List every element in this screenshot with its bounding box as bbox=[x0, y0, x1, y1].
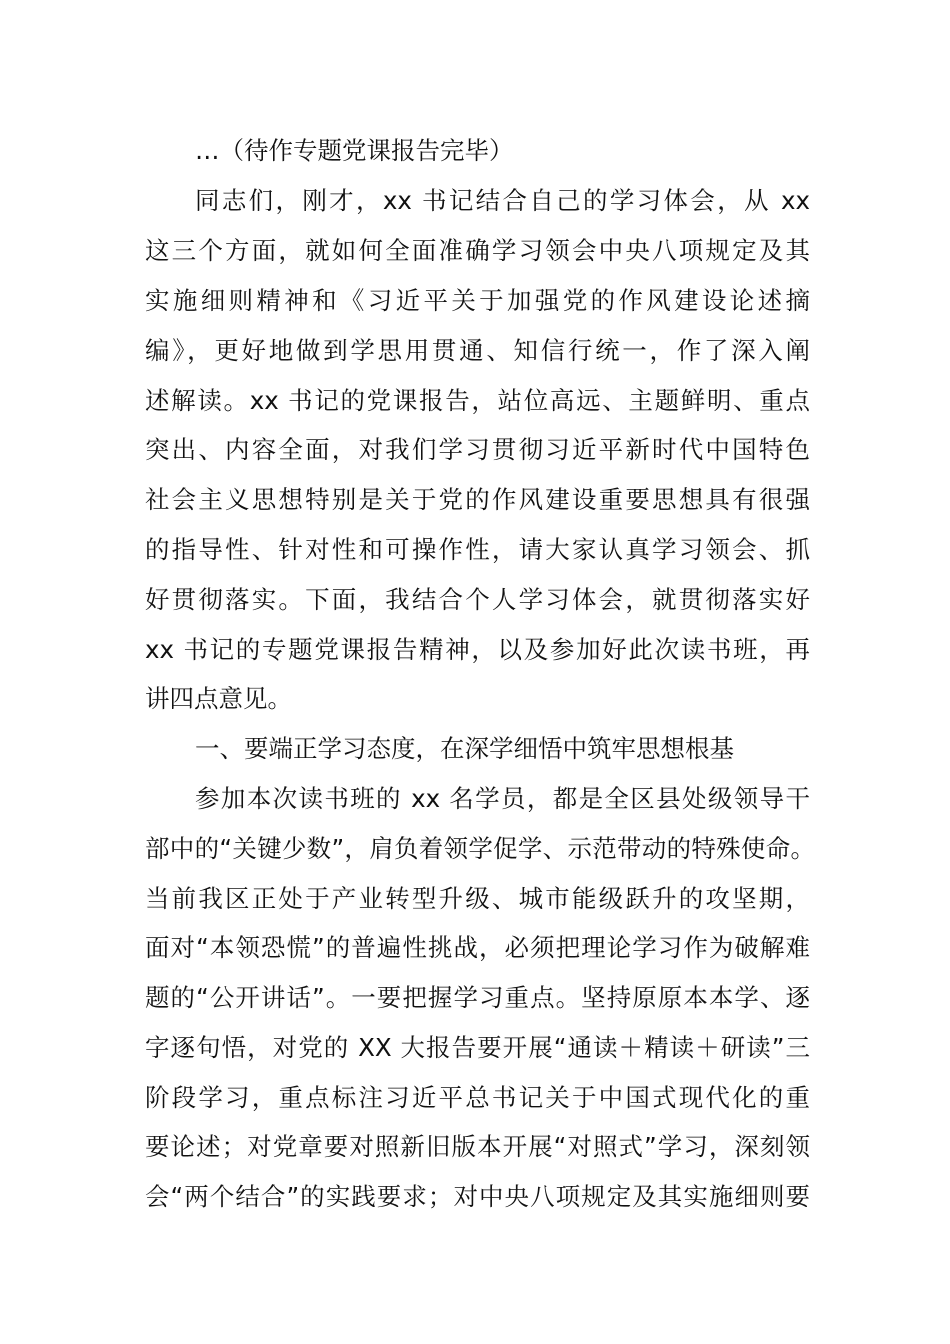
text-line: 编》，更好地做到学思用贯通、知信行统一，作了深入阐 bbox=[145, 336, 810, 365]
text-line: 社会主义思想特别是关于党的作风建设重要思想具有很强 bbox=[145, 485, 810, 514]
text-line: 实施细则精神和《习近平关于加强党的作风建设论述摘 bbox=[145, 286, 810, 315]
text-line: 参加本次读书班的 xx 名学员，都是全区县处级领导干 bbox=[195, 784, 810, 813]
text-line: 面对“本领恐慌”的普遍性挑战，必须把理论学习作为破解难 bbox=[145, 933, 810, 962]
text-line: 这三个方面，就如何全面准确学习领会中央八项规定及其 bbox=[145, 236, 810, 265]
text-line: …（待作专题党课报告完毕） bbox=[195, 136, 514, 165]
text-line: xx 书记的专题党课报告精神，以及参加好此次读书班，再 bbox=[145, 635, 810, 664]
text-line: 好贯彻落实。下面，我结合个人学习体会，就贯彻落实好 bbox=[145, 585, 810, 614]
text-line: 突出、内容全面，对我们学习贯彻习近平新时代中国特色 bbox=[145, 435, 810, 464]
text-line: 阶段学习，重点标注习近平总书记关于中国式现代化的重 bbox=[145, 1083, 810, 1112]
text-line: 字逐句悟，对党的 XX 大报告要开展“通读＋精读＋研读”三 bbox=[145, 1033, 810, 1062]
text-line: 同志们，刚才，xx 书记结合自己的学习体会，从 xx bbox=[195, 186, 810, 215]
text-line: 的指导性、针对性和可操作性，请大家认真学习领会、抓 bbox=[145, 535, 810, 564]
text-line: 讲四点意见。 bbox=[145, 684, 292, 713]
text-line: 要论述；对党章要对照新旧版本开展“对照式”学习，深刻领 bbox=[145, 1132, 810, 1161]
text-line: 题的“公开讲话”。一要把握学习重点。坚持原原本本学、逐 bbox=[145, 983, 810, 1012]
section-heading: 一、要端正学习态度，在深学细悟中筑牢思想根基 bbox=[195, 734, 734, 763]
text-line: 述解读。xx 书记的党课报告，站位高远、主题鲜明、重点 bbox=[145, 386, 810, 415]
text-line: 部中的“关键少数”，肩负着领学促学、示范带动的特殊使命。 bbox=[145, 834, 815, 863]
text-line: 会“两个结合”的实践要求；对中央八项规定及其实施细则要 bbox=[145, 1182, 810, 1211]
text-line: 当前我区正处于产业转型升级、城市能级跃升的攻坚期， bbox=[145, 884, 810, 913]
